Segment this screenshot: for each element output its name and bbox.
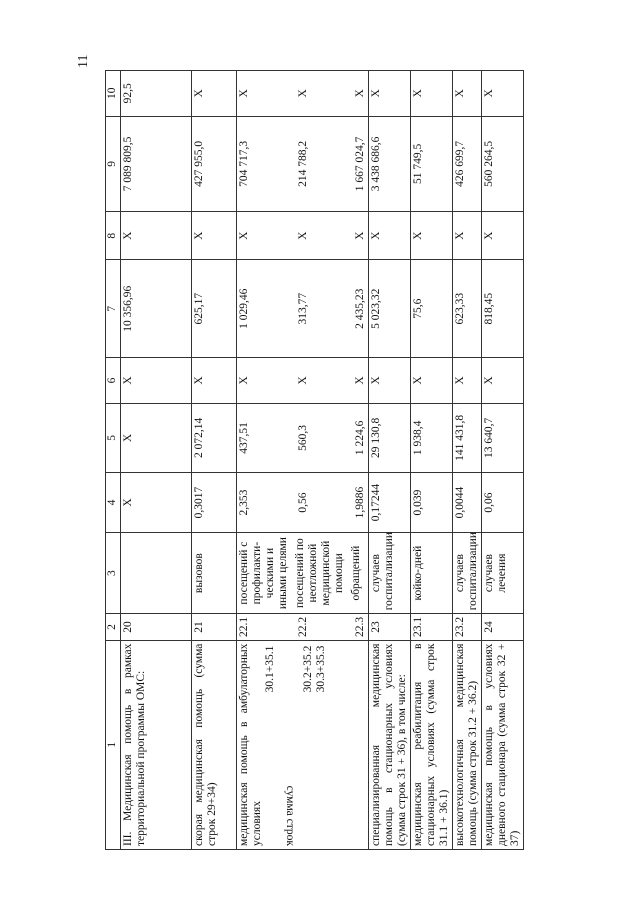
cell-col10: X [369,71,411,117]
row-code: 20 [121,614,192,640]
cell-col6: X [121,358,192,403]
table-row [411,71,453,850]
table-row [453,71,482,850]
cell-col9: 560 264,5 [482,116,524,212]
val-22-2-col6: X [297,376,309,385]
cell-col8: X [453,212,482,260]
col-header-8: 8 [106,212,121,260]
ambulatory-sum-caption: сумма строк [284,785,296,846]
col-header-2: 2 [106,614,121,640]
val-22-3-col6: X [354,376,366,385]
val-22-1-col8: X [238,231,250,240]
cell-col4: 0,0044 [453,473,482,533]
val-22-3-col9: 1 667 024,7 [354,136,366,192]
val-22-2-col5: 560,3 [297,424,309,451]
cell-col10: 92,5 [121,71,192,117]
col-header-9: 9 [106,116,121,212]
cell-col5: 2 072,14 [192,403,237,472]
val-22-3-col7: 2 435,23 [354,288,366,329]
cell-col10: X [482,71,524,117]
row-unit: случаев лечения [482,532,524,613]
cell-col7 [237,260,369,358]
cell-col6: X [369,358,411,403]
col-header-5: 5 [106,403,121,472]
cell-col5: X [121,403,192,472]
cell-col8: X [482,212,524,260]
cell-col4: 0,17244 [369,473,411,533]
val-22-2-col7: 313,77 [297,292,309,325]
val-22-3-col4: 1,9886 [354,486,366,519]
cell-col5: 141 431,8 [453,403,482,472]
val-22-3-col5: 1 224,6 [354,420,366,456]
cell-col5: 13 640,7 [482,403,524,472]
cell-col7: 10 356,96 [121,260,192,358]
val-22-1-col5: 437,51 [238,422,250,454]
unit-22-3: обращений [350,545,362,601]
val-22-1-col10: X [238,89,250,98]
cell-col7: 623,33 [453,260,482,358]
row-unit: случаев госпитализации [453,532,482,613]
cell-col9 [237,116,369,212]
row-code: 23 [369,614,411,640]
cell-col7: 75,6 [411,260,453,358]
row-unit: койко-дней [411,532,453,613]
cell-col6 [237,358,369,403]
col-header-6: 6 [106,358,121,403]
val-22-2-col10: X [297,89,309,98]
val-22-2-col9: 214 788,2 [297,140,309,187]
val-22-1-col4: 2,353 [238,489,250,516]
code-22-3: 22.3 [354,616,366,637]
cell-col10: X [192,71,237,117]
row-code: 21 [192,614,237,640]
row-label: высокотехнологичная медицинская помощь (сумма строк 31.2 + 36.2) [453,640,482,849]
rotated-table-wrapper [105,70,520,850]
cell-col9: 7 089 809,5 [121,116,192,212]
cell-col4 [237,473,369,533]
cell-col8: X [121,212,192,260]
col-header-7: 7 [106,260,121,358]
ambulatory-sum-3: 30.3+35.3 [315,645,327,693]
cell-col4: X [121,473,192,533]
val-22-1-col9: 704 717,3 [238,140,250,187]
cell-col4: 0,06 [482,473,524,533]
table-row [369,71,411,850]
cell-col6: X [411,358,453,403]
row-label: медицинская помощь в условиях дневного стационара (сумма строк 32 + 37) [482,640,524,849]
cell-col5 [237,403,369,472]
omc-table [105,70,524,850]
row-unit: вызовов [192,532,237,613]
row-unit: случаев госпитализации [369,532,411,613]
cell-col4: 0,039 [411,473,453,533]
code-22-2: 22.2 [297,616,309,637]
val-22-1-col7: 1 029,46 [238,288,250,329]
col-header-4: 4 [106,473,121,533]
cell-col9: 51 749,5 [411,116,453,212]
ambulatory-sum-1: 30.1+35.1 [264,645,276,693]
col-header-10: 10 [106,71,121,117]
cell-col10: X [453,71,482,117]
row-label: III. Медицинская помощь в рамках территориальной программы ОМС: [121,640,192,849]
cell-col8: X [192,212,237,260]
cell-col6: X [482,358,524,403]
row-code [237,614,369,640]
cell-col4: 0,3017 [192,473,237,533]
ambulatory-label: медицинская помощь в амбулаторных условиях [238,643,263,846]
unit-22-2: посещений по неотложной медицинской помощи [294,538,345,608]
page-number: 11 [76,54,91,68]
table-row [121,71,192,850]
row-code: 23.1 [411,614,453,640]
cell-col6: X [192,358,237,403]
val-22-3-col10: X [354,89,366,98]
row-label: медицинская реабилитация в стационарных условиях (сумма строк 31.1 + 36.1) [411,640,453,849]
row-unit [121,532,192,613]
cell-col7: 818,45 [482,260,524,358]
row-label: скорая медицинская помощь (сумма строк 29+34) [192,640,237,849]
cell-col8: X [411,212,453,260]
cell-col6: X [453,358,482,403]
cell-col10 [237,71,369,117]
cell-col5: 29 130,8 [369,403,411,472]
col-header-1: 1 [106,640,121,849]
table-row [482,71,524,850]
row-unit [237,532,369,613]
row-label: специализированная медицинская помощь в стационарных условиях (сумма строк 31 + 36), в том числе: [369,640,411,849]
val-22-2-col8: X [297,231,309,240]
col-header-3: 3 [106,532,121,613]
cell-col5: 1 938,4 [411,403,453,472]
cell-col7: 5 023,32 [369,260,411,358]
cell-col9: 427 955,0 [192,116,237,212]
val-22-3-col8: X [354,231,366,240]
cell-col9: 426 699,7 [453,116,482,212]
row-code: 24 [482,614,524,640]
cell-col8: X [369,212,411,260]
cell-col8 [237,212,369,260]
cell-col7: 625,17 [192,260,237,358]
column-number-row [106,71,121,850]
table-row-ambulatory [237,71,369,850]
row-code: 23.2 [453,614,482,640]
val-22-2-col4: 0,56 [297,492,309,513]
cell-col10: X [411,71,453,117]
table-row [192,71,237,850]
row-label-ambulatory [237,640,369,849]
cell-col9: 3 438 686,6 [369,116,411,212]
code-22-1: 22.1 [238,616,250,637]
unit-22-1: посещений с профилакти-ческими и иными целями [238,537,289,610]
ambulatory-sum-2: 30.2+35.2 [302,645,314,693]
val-22-1-col6: X [238,376,250,385]
